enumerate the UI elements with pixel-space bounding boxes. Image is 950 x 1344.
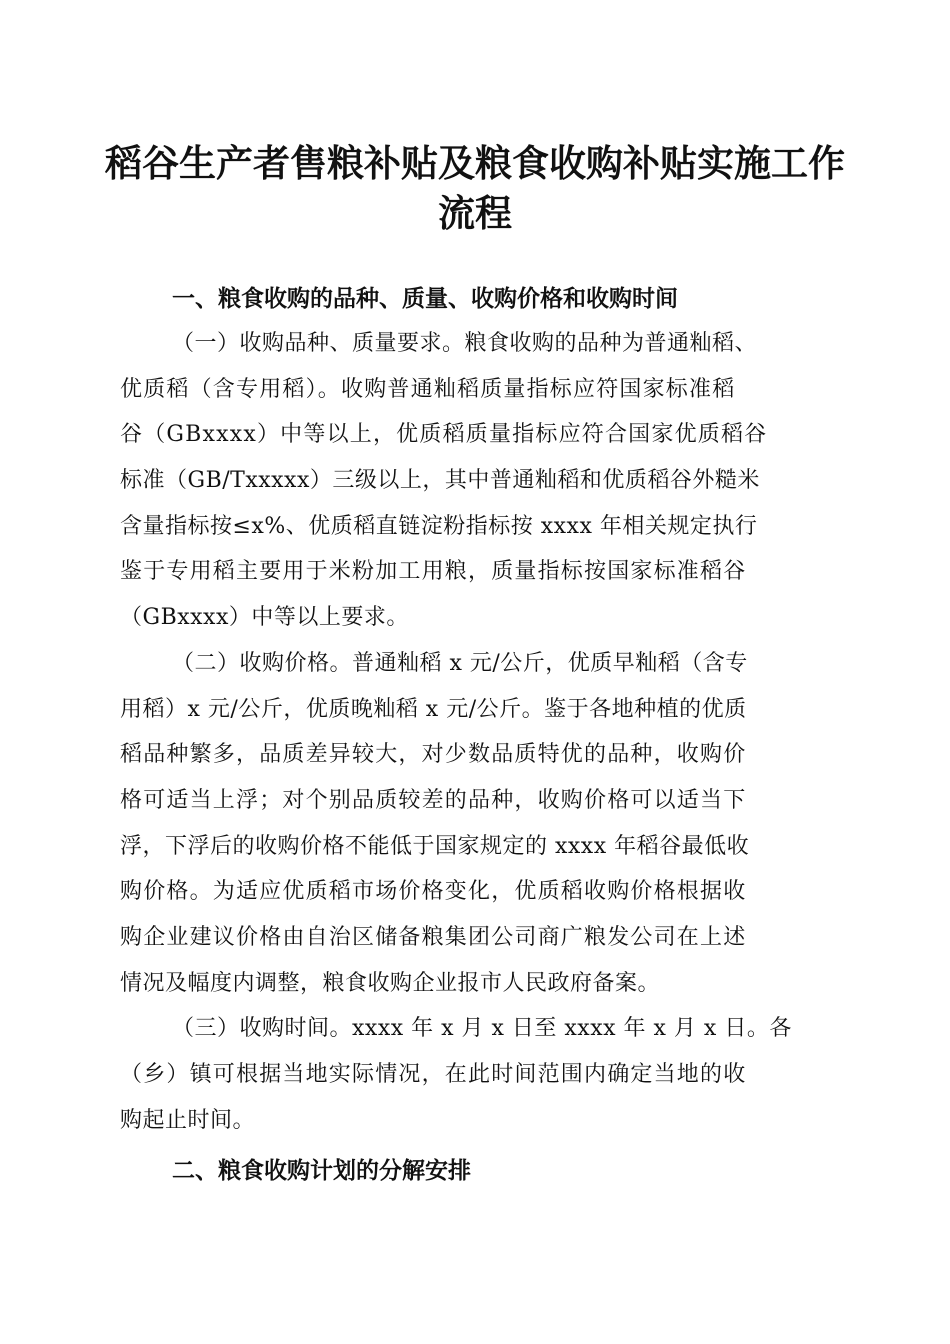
document-body (120, 277, 824, 1193)
text-line: （三）收购时间。xxxx 年 x 月 x 日至 xxxx 年 x 月 x 日。各 (172, 1016, 792, 1042)
text-line: 谷（GBxxxx）中等以上，优质稻质量指标应符合国家优质稻谷 (120, 422, 768, 448)
paragraph-purchase-time (120, 1006, 824, 1143)
text-line: 购起止时间。 (120, 1107, 256, 1133)
text-line: 情况及幅度内调整，粮食收购企业报市人民政府备案。 (120, 970, 661, 996)
paragraph-purchase-price (120, 641, 824, 1007)
document-title (100, 138, 850, 238)
text-line: 稻品种繁多，品质差异较大，对少数品质特优的品种，收购价 (120, 742, 747, 768)
text-line: 标准（GB/Txxxxx）三级以上，其中普通籼稻和优质稻谷外糙米 (120, 468, 760, 494)
text-line: （乡）镇可根据当地实际情况，在此时间范围内确定当地的收 (120, 1062, 747, 1087)
title-line: 流程 (438, 191, 512, 235)
text-line: 浮，下浮后的收购价格不能低于国家规定的 xxxx 年稻谷最低收 (120, 833, 750, 859)
text-line: 购价格。为适应优质稻市场价格变化，优质稻收购价格根据收 (120, 879, 747, 905)
text-line: 格可适当上浮；对个别品质较差的品种，收购价格可以适当下 (120, 787, 747, 813)
text-line: 优质稻（含专用稻）。收购普通籼稻质量指标应符国家标准稻 (120, 376, 736, 402)
text-line: 鉴于专用稻主要用于米粉加工用粮，质量指标按国家标准稻谷 (120, 559, 747, 585)
text-line: （GBxxxx）中等以上要求。 (120, 605, 409, 631)
text-line: 用稻）x 元/公斤，优质晚籼稻 x 元/公斤。鉴于各地种植的优质 (120, 696, 747, 722)
section-1-heading: 一、粮食收购的品种、质量、收购价格和收购时间 (172, 286, 678, 312)
text-line: 含量指标按≤x%、优质稻直链淀粉指标按 xxxx 年相关规定执行 (120, 513, 758, 539)
text-line: 购企业建议价格由自治区储备粮集团公司商广粮发公司在上述 (120, 924, 747, 950)
text-line: （一）收购品种、质量要求。粮食收购的品种为普通籼稻、 (172, 331, 758, 356)
paragraph-varieties-quality (120, 321, 824, 641)
title-line: 稻谷生产者售粮补贴及粮食收购补贴实施工作 (105, 141, 845, 185)
text-line: （二）收购价格。普通籼稻 x 元/公斤，优质早籼稻（含专 (172, 650, 748, 676)
section-2-heading: 二、粮食收购计划的分解安排 (172, 1158, 471, 1185)
